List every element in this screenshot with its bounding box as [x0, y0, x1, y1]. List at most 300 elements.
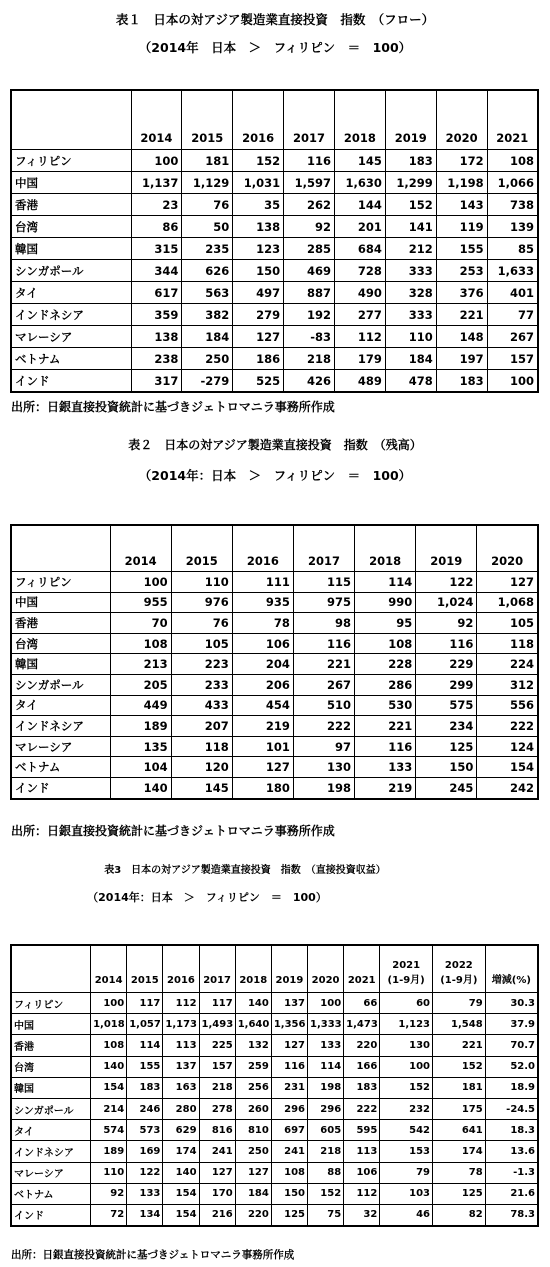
country-cell: タイ [11, 695, 110, 716]
table-row [11, 326, 538, 348]
column-header: 2017 [199, 945, 235, 993]
value-cell: 127 [271, 1035, 307, 1056]
value-cell: 246 [127, 1098, 163, 1119]
value-cell: 122 [416, 572, 477, 593]
country-cell: シンガポール [11, 260, 131, 282]
table-row [11, 736, 538, 757]
column-header: 増減(%) [485, 945, 538, 993]
value-cell: 1,356 [271, 1014, 307, 1035]
column-header: 2019 [385, 90, 436, 150]
table1 [10, 89, 539, 393]
table1-title: 表１ 日本の対アジア製造業直接投資 指数 （フロー） [115, 12, 435, 27]
value-cell: 256 [235, 1077, 271, 1098]
value-cell: 220 [235, 1204, 271, 1226]
value-cell: 990 [355, 592, 416, 613]
value-cell: 78.3 [485, 1204, 538, 1226]
value-cell: 205 [110, 674, 171, 695]
value-cell: 127 [233, 326, 284, 348]
value-cell: 98 [293, 613, 354, 634]
value-cell: 169 [127, 1141, 163, 1162]
value-cell: 617 [131, 282, 182, 304]
value-cell: 376 [436, 282, 487, 304]
value-cell: 127 [199, 1162, 235, 1183]
value-cell: 114 [355, 572, 416, 593]
country-cell: 台湾 [11, 633, 110, 654]
value-cell: 138 [233, 216, 284, 238]
value-cell: 510 [293, 695, 354, 716]
table-row [11, 1056, 538, 1077]
value-cell: 95 [355, 613, 416, 634]
value-cell: 70.7 [485, 1035, 538, 1056]
table-row [11, 1014, 538, 1035]
value-cell: 955 [110, 592, 171, 613]
value-cell: 231 [271, 1077, 307, 1098]
value-cell: 201 [335, 216, 386, 238]
value-cell: -24.5 [485, 1098, 538, 1119]
column-header: 2018 [335, 90, 386, 150]
country-cell: マレーシア [11, 1162, 91, 1183]
value-cell: 127 [477, 572, 538, 593]
value-cell: 116 [284, 150, 335, 172]
value-cell: 1,018 [91, 1014, 127, 1035]
value-cell: 186 [233, 348, 284, 370]
value-cell: 192 [284, 304, 335, 326]
value-cell: 221 [355, 716, 416, 737]
value-cell: 312 [477, 674, 538, 695]
value-cell: 563 [182, 282, 233, 304]
country-cell: 中国 [11, 592, 110, 613]
value-cell: 1,597 [284, 172, 335, 194]
value-cell: -83 [284, 326, 335, 348]
value-cell: 229 [416, 654, 477, 675]
column-header: 2014 [91, 945, 127, 993]
value-cell: 105 [171, 633, 232, 654]
value-cell: 110 [91, 1162, 127, 1183]
corner-cell [11, 525, 110, 572]
value-cell: 542 [380, 1120, 433, 1141]
value-cell: 277 [335, 304, 386, 326]
value-cell: 233 [171, 674, 232, 695]
value-cell: 234 [416, 716, 477, 737]
value-cell: 183 [344, 1077, 380, 1098]
value-cell: 116 [355, 736, 416, 757]
column-header: 2022 (1-9月) [433, 945, 486, 993]
country-cell: 台湾 [11, 216, 131, 238]
value-cell: 23 [131, 194, 182, 216]
value-cell: 728 [335, 260, 386, 282]
value-cell: 454 [232, 695, 293, 716]
value-cell: 214 [91, 1098, 127, 1119]
value-cell: 183 [127, 1077, 163, 1098]
table2-title: 表２ 日本の対アジア製造業直接投資 指数 （残高） [128, 438, 422, 452]
value-cell: 150 [233, 260, 284, 282]
value-cell: 111 [232, 572, 293, 593]
value-cell: 155 [127, 1056, 163, 1077]
value-cell: 530 [355, 695, 416, 716]
value-cell: 218 [308, 1141, 344, 1162]
column-header: 2017 [293, 525, 354, 572]
value-cell: 76 [171, 613, 232, 634]
value-cell: 132 [235, 1035, 271, 1056]
value-cell: 574 [91, 1120, 127, 1141]
value-cell: 267 [487, 326, 538, 348]
value-cell: 267 [293, 674, 354, 695]
value-cell: 228 [355, 654, 416, 675]
value-cell: 184 [235, 1183, 271, 1204]
country-cell: シンガポール [11, 1098, 91, 1119]
table-row [11, 172, 538, 194]
value-cell: 1,640 [235, 1014, 271, 1035]
value-cell: 738 [487, 194, 538, 216]
value-cell: 118 [477, 633, 538, 654]
value-cell: 245 [416, 777, 477, 798]
value-cell: 489 [335, 370, 386, 393]
table-row [11, 1141, 538, 1162]
value-cell: -1.3 [485, 1162, 538, 1183]
value-cell: 175 [433, 1098, 486, 1119]
value-cell: 172 [436, 150, 487, 172]
value-cell: 72 [91, 1204, 127, 1226]
value-cell: 278 [199, 1098, 235, 1119]
value-cell: 181 [433, 1077, 486, 1098]
country-cell: ベトナム [11, 1183, 91, 1204]
column-header: 2019 [271, 945, 307, 993]
value-cell: 328 [385, 282, 436, 304]
column-header: 2018 [355, 525, 416, 572]
value-cell: 1,333 [308, 1014, 344, 1035]
value-cell: 70 [110, 613, 171, 634]
table-row [11, 777, 538, 798]
column-header: 2015 [182, 90, 233, 150]
value-cell: 92 [284, 216, 335, 238]
value-cell: 225 [199, 1035, 235, 1056]
value-cell: 198 [293, 777, 354, 798]
value-cell: 97 [293, 736, 354, 757]
value-cell: 1,198 [436, 172, 487, 194]
column-header: 2021 (1-9月) [380, 945, 433, 993]
value-cell: 497 [233, 282, 284, 304]
value-cell: 184 [182, 326, 233, 348]
country-cell: フィリピン [11, 150, 131, 172]
value-cell: 525 [233, 370, 284, 393]
value-cell: 213 [110, 654, 171, 675]
value-cell: 112 [163, 993, 199, 1014]
value-cell: 449 [110, 695, 171, 716]
value-cell: 221 [433, 1035, 486, 1056]
value-cell: 189 [110, 716, 171, 737]
value-cell: 285 [284, 238, 335, 260]
value-cell: 152 [233, 150, 284, 172]
value-cell: 18.9 [485, 1077, 538, 1098]
value-cell: 116 [293, 633, 354, 654]
value-cell: 112 [335, 326, 386, 348]
value-cell: 152 [308, 1183, 344, 1204]
value-cell: 469 [284, 260, 335, 282]
value-cell: 975 [293, 592, 354, 613]
value-cell: 82 [433, 1204, 486, 1226]
table-row [11, 194, 538, 216]
column-header: 2018 [235, 945, 271, 993]
table-row [11, 1183, 538, 1204]
table3-subtitle: （2014年：日本 ＞ フィリピン ＝ 100） [87, 891, 327, 904]
value-cell: 105 [477, 613, 538, 634]
value-cell: 184 [385, 348, 436, 370]
value-cell: 148 [436, 326, 487, 348]
value-cell: 60 [380, 993, 433, 1014]
value-cell: 78 [232, 613, 293, 634]
value-cell: 30.3 [485, 993, 538, 1014]
value-cell: -279 [182, 370, 233, 393]
value-cell: 626 [182, 260, 233, 282]
table-row [11, 633, 538, 654]
value-cell: 108 [487, 150, 538, 172]
table-row [11, 993, 538, 1014]
value-cell: 433 [171, 695, 232, 716]
value-cell: 629 [163, 1120, 199, 1141]
table-row [11, 216, 538, 238]
value-cell: 78 [433, 1162, 486, 1183]
value-cell: 224 [477, 654, 538, 675]
value-cell: 150 [416, 757, 477, 778]
value-cell: 684 [335, 238, 386, 260]
table-row [11, 348, 538, 370]
value-cell: 100 [487, 370, 538, 393]
value-cell: 120 [171, 757, 232, 778]
value-cell: 154 [91, 1077, 127, 1098]
value-cell: 1,057 [127, 1014, 163, 1035]
value-cell: 1,633 [487, 260, 538, 282]
header-row [11, 90, 538, 150]
table-row [11, 1120, 538, 1141]
country-cell: 韓国 [11, 238, 131, 260]
table-row [11, 304, 538, 326]
table-row [11, 572, 538, 593]
value-cell: 125 [271, 1204, 307, 1226]
value-cell: 140 [110, 777, 171, 798]
value-cell: 426 [284, 370, 335, 393]
value-cell: 816 [199, 1120, 235, 1141]
value-cell: 478 [385, 370, 436, 393]
value-cell: 401 [487, 282, 538, 304]
value-cell: 119 [436, 216, 487, 238]
value-cell: 88 [308, 1162, 344, 1183]
value-cell: 242 [477, 777, 538, 798]
value-cell: 250 [182, 348, 233, 370]
value-cell: 1,123 [380, 1014, 433, 1035]
column-header: 2014 [110, 525, 171, 572]
value-cell: 1,129 [182, 172, 233, 194]
table2-subtitle: （2014年：日本 ＞ フィリピン ＝ 100） [138, 468, 412, 483]
value-cell: 125 [416, 736, 477, 757]
value-cell: 204 [232, 654, 293, 675]
value-cell: 104 [110, 757, 171, 778]
value-cell: 134 [127, 1204, 163, 1226]
value-cell: 145 [171, 777, 232, 798]
country-cell: 香港 [11, 194, 131, 216]
value-cell: 166 [344, 1056, 380, 1077]
value-cell: 605 [308, 1120, 344, 1141]
column-header: 2016 [163, 945, 199, 993]
country-cell: 中国 [11, 172, 131, 194]
table-row [11, 1098, 538, 1119]
value-cell: 92 [416, 613, 477, 634]
value-cell: 133 [127, 1183, 163, 1204]
value-cell: 253 [436, 260, 487, 282]
value-cell: 174 [433, 1141, 486, 1162]
value-cell: 1,299 [385, 172, 436, 194]
value-cell: 145 [335, 150, 386, 172]
value-cell: 238 [131, 348, 182, 370]
value-cell: 317 [131, 370, 182, 393]
table-row [11, 1204, 538, 1226]
value-cell: 130 [380, 1035, 433, 1056]
table1-subtitle: （2014年 日本 ＞ フィリピン ＝ 100） [138, 40, 412, 55]
country-cell: ベトナム [11, 348, 131, 370]
value-cell: 76 [182, 194, 233, 216]
value-cell: 92 [91, 1183, 127, 1204]
value-cell: 108 [355, 633, 416, 654]
value-cell: 976 [171, 592, 232, 613]
value-cell: 100 [91, 993, 127, 1014]
column-header: 2020 [308, 945, 344, 993]
country-cell: 韓国 [11, 654, 110, 675]
value-cell: 250 [235, 1141, 271, 1162]
value-cell: 106 [344, 1162, 380, 1183]
column-header: 2021 [344, 945, 380, 993]
value-cell: 37.9 [485, 1014, 538, 1035]
value-cell: 127 [235, 1162, 271, 1183]
value-cell: 143 [436, 194, 487, 216]
value-cell: 299 [416, 674, 477, 695]
value-cell: 152 [380, 1077, 433, 1098]
table2 [10, 524, 539, 800]
value-cell: 697 [271, 1120, 307, 1141]
table3 [10, 944, 539, 1227]
value-cell: 133 [355, 757, 416, 778]
value-cell: 130 [293, 757, 354, 778]
table-row [11, 654, 538, 675]
table-row [11, 282, 538, 304]
column-header: 2020 [477, 525, 538, 572]
table-row [11, 238, 538, 260]
table-row [11, 150, 538, 172]
value-cell: 1,137 [131, 172, 182, 194]
value-cell: 241 [271, 1141, 307, 1162]
value-cell: 140 [235, 993, 271, 1014]
value-cell: 382 [182, 304, 233, 326]
country-cell: フィリピン [11, 993, 91, 1014]
corner-cell [11, 945, 91, 993]
country-cell: 韓国 [11, 1077, 91, 1098]
value-cell: 110 [385, 326, 436, 348]
value-cell: 206 [232, 674, 293, 695]
value-cell: 207 [171, 716, 232, 737]
value-cell: 135 [110, 736, 171, 757]
column-header: 2020 [436, 90, 487, 150]
value-cell: 333 [385, 260, 436, 282]
value-cell: 1,031 [233, 172, 284, 194]
value-cell: 1,068 [477, 592, 538, 613]
value-cell: 79 [433, 993, 486, 1014]
value-cell: 810 [235, 1120, 271, 1141]
value-cell: 100 [380, 1056, 433, 1077]
value-cell: 573 [127, 1120, 163, 1141]
value-cell: 140 [91, 1056, 127, 1077]
value-cell: 123 [233, 238, 284, 260]
value-cell: 232 [380, 1098, 433, 1119]
value-cell: 174 [163, 1141, 199, 1162]
value-cell: 114 [127, 1035, 163, 1056]
value-cell: 141 [385, 216, 436, 238]
value-cell: 18.3 [485, 1120, 538, 1141]
table2-source: 出所：日銀直接投資統計に基づきジェトロマニラ事務所作成 [11, 824, 335, 838]
value-cell: 641 [433, 1120, 486, 1141]
value-cell: 1,493 [199, 1014, 235, 1035]
country-cell: マレーシア [11, 326, 131, 348]
value-cell: 218 [199, 1077, 235, 1098]
value-cell: 85 [487, 238, 538, 260]
column-header: 2021 [487, 90, 538, 150]
value-cell: 259 [235, 1056, 271, 1077]
value-cell: 152 [385, 194, 436, 216]
value-cell: 221 [293, 654, 354, 675]
value-cell: 197 [436, 348, 487, 370]
value-cell: 127 [232, 757, 293, 778]
column-header: 2016 [233, 90, 284, 150]
value-cell: 133 [308, 1035, 344, 1056]
column-header: 2015 [127, 945, 163, 993]
value-cell: 117 [199, 993, 235, 1014]
value-cell: 116 [271, 1056, 307, 1077]
value-cell: 1,630 [335, 172, 386, 194]
value-cell: 153 [380, 1141, 433, 1162]
value-cell: 106 [232, 633, 293, 654]
table-row [11, 1077, 538, 1098]
value-cell: 79 [380, 1162, 433, 1183]
value-cell: 21.6 [485, 1183, 538, 1204]
value-cell: 137 [163, 1056, 199, 1077]
table-row [11, 613, 538, 634]
value-cell: 235 [182, 238, 233, 260]
column-header: 2016 [232, 525, 293, 572]
country-cell: フィリピン [11, 572, 110, 593]
table-row [11, 1035, 538, 1056]
value-cell: 100 [110, 572, 171, 593]
country-cell: タイ [11, 1120, 91, 1141]
value-cell: 86 [131, 216, 182, 238]
value-cell: 157 [487, 348, 538, 370]
country-cell: 香港 [11, 613, 110, 634]
value-cell: 1,066 [487, 172, 538, 194]
value-cell: 315 [131, 238, 182, 260]
value-cell: 222 [293, 716, 354, 737]
value-cell: 170 [199, 1183, 235, 1204]
value-cell: 595 [344, 1120, 380, 1141]
column-header: 2019 [416, 525, 477, 572]
value-cell: 112 [344, 1183, 380, 1204]
value-cell: 1,548 [433, 1014, 486, 1035]
table-row [11, 674, 538, 695]
value-cell: 117 [127, 993, 163, 1014]
value-cell: 116 [416, 633, 477, 654]
value-cell: 189 [91, 1141, 127, 1162]
value-cell: 115 [293, 572, 354, 593]
value-cell: 137 [271, 993, 307, 1014]
value-cell: 260 [235, 1098, 271, 1119]
country-cell: シンガポール [11, 674, 110, 695]
value-cell: 108 [110, 633, 171, 654]
country-cell: 香港 [11, 1035, 91, 1056]
